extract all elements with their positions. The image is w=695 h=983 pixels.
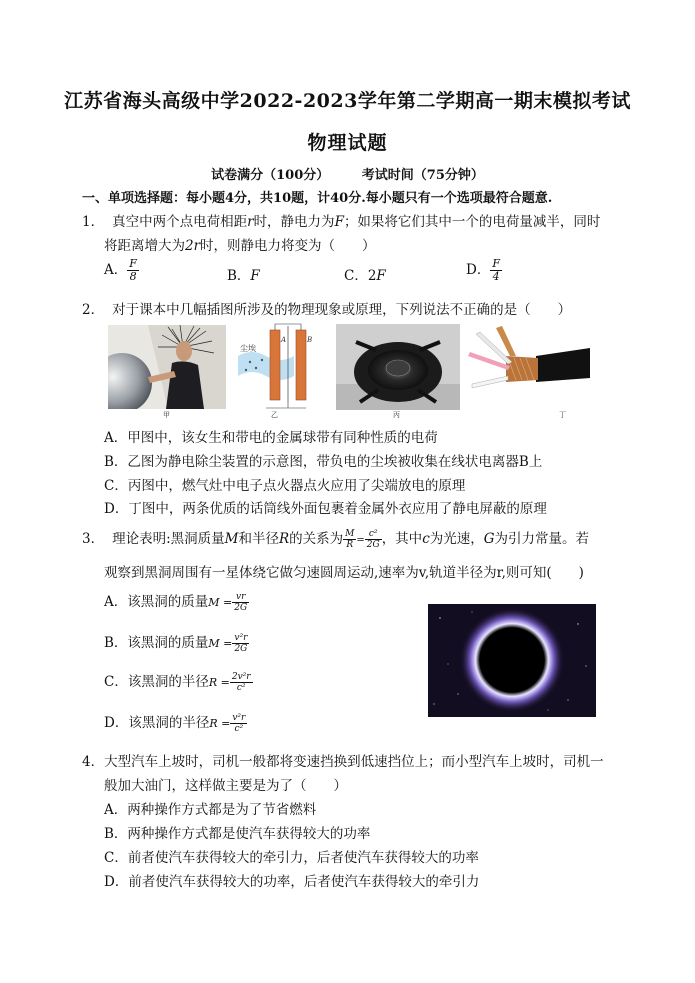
q4-option-a[interactable]: A．两种操作方式都是为了节省燃料 — [104, 802, 317, 818]
q4-option-c[interactable]: C．前者使汽车获得较大的牵引力，后者使汽车获得较大的功率 — [104, 850, 479, 866]
q1-option-c[interactable]: C．2F — [344, 268, 386, 284]
score-info: 试卷满分（100分） — [211, 168, 330, 183]
figure-jia-image — [108, 325, 226, 409]
section-heading: 一、单项选择题：每小题4分，共10题，计40分.每小题只有一个选项最符合题意. — [82, 191, 553, 206]
q2-option-d[interactable]: D．丁图中，两条优质的话筒线外面包裹着金属外衣应用了静电屏蔽的原理 — [104, 501, 547, 517]
q4-option-d[interactable]: D．前者使汽车获得较大的功率，后者使汽车获得较大的牵引力 — [104, 874, 480, 890]
figure-ding-caption: 丁 — [559, 411, 566, 419]
q2-option-c[interactable]: C．丙图中，燃气灶中电子点火器点火应用了尖端放电的原理 — [104, 478, 466, 494]
q3-option-d[interactable]: D．该黑洞的半径R = $\frac{\text{v²r}}{\text{c²}}$ — [104, 713, 246, 734]
plate-b-label: B — [307, 336, 313, 344]
q3-option-b[interactable]: B．该黑洞的质量M = $\frac{\text{v²r}}{2G}$ — [104, 633, 248, 654]
q3-option-c[interactable]: C．该黑洞的半径R = $\frac{\text{2v²r}}{\text{c²}}$ — [104, 672, 251, 693]
q3-option-a[interactable]: A．该黑洞的质量M = $\frac{vr}{2G}$ — [104, 592, 248, 613]
q1-option-d[interactable]: D． $\frac{F}{4}$ — [466, 257, 500, 283]
q3-line1: 3． 理论表明:黑洞质量M和半径R的关系为 $\frac{M}{R}$ = $\frac{\text{c²}}{2G}$ ，其中c为光速，G为引力常量。若 — [82, 529, 590, 550]
q4-line2: 般加大油门，这样做主要是为了（ ） — [104, 778, 347, 794]
exam-info — [0, 164, 695, 183]
black-hole-image — [428, 604, 596, 717]
q2-stem: 2． 对于课本中几幅插图所涉及的物理现象或原理，下列说法不正确的是（ ） — [82, 302, 572, 318]
figure-bing-image — [336, 324, 460, 410]
plate-a-label: A — [281, 336, 287, 344]
q1-option-b[interactable]: B．F — [227, 268, 260, 284]
q2-option-b[interactable]: B．乙图为静电除尘装置的示意图，带负电的尘埃被收集在线状电离器B上 — [104, 454, 543, 470]
figure-jia-caption: 甲 — [163, 411, 170, 419]
q3-line2: 观察到黑洞周围有一星体绕它做匀速圆周运动,速率为v,轨道半径为r,则可知( ) — [104, 565, 584, 581]
q2-option-a[interactable]: A．甲图中，该女生和带电的金属球带有同种性质的电荷 — [104, 430, 438, 446]
figure-ding-image — [466, 326, 590, 408]
q1-line1: 1． 真空中两个点电荷相距r时，静电力为F；如果将它们其中一个的电荷量减半，同时 — [82, 214, 601, 230]
figure-bing-caption: 丙 — [393, 411, 400, 419]
q1-line2: 将距离增大为2r时，则静电力将变为（ ） — [104, 238, 376, 254]
time-info: 考试时间（75分钟） — [361, 168, 484, 183]
q4-option-b[interactable]: B．两种操作方式都是使汽车获得较大的功率 — [104, 826, 371, 842]
dust-label: 尘埃 — [240, 344, 256, 353]
q1-option-a[interactable]: A． $\frac{F}{8}$ — [104, 257, 137, 283]
q4-line1: 4．大型汽车上坡时，司机一般都将变速挡换到低速挡位上；而小型汽车上坡时，司机一 — [82, 754, 604, 770]
subject-title: 物理试题 — [307, 132, 388, 154]
exam-title: 江苏省海头高级中学2022-2023学年第二学期高一期末模拟考试 — [64, 90, 631, 112]
figure-yi-caption: 乙 — [271, 411, 278, 419]
